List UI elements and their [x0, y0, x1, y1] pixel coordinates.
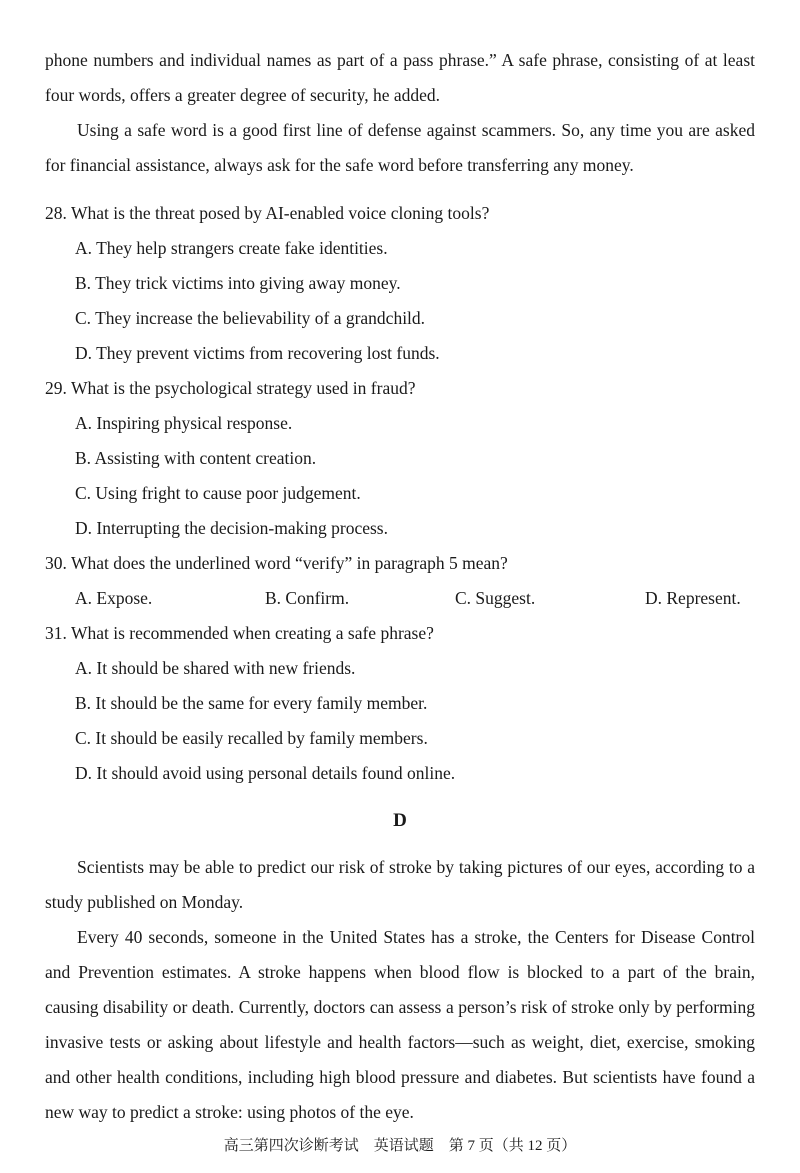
passage-paragraph: Every 40 seconds, someone in the United States has a stroke, the Centers for Disease Control and Prevention estimates. A stroke happens when blood flow is blocked to a part of the brain, causing disability or death. Currently, doctors can assess a person’s risk of stroke only by performing invasive tests or asking about lifestyle and health factors—such as weight, diet, exercise, smoking and other health conditions, including high blood pressure and diabetes. But scientists have found a new way to predict a stroke: using photos of the eye. [45, 927, 755, 1122]
option-c: C. They increase the believability of a grandchild. [75, 308, 426, 328]
question-text: What does the underlined word “verify” in paragraph 5 mean? [70, 553, 508, 573]
option-b: B. They trick victims into giving away money. [75, 273, 401, 293]
question-stem [45, 616, 755, 651]
question-29 [45, 371, 755, 546]
question-stem [45, 546, 755, 581]
question-text: What is the psychological strategy used in fraud? [70, 378, 416, 398]
option-d: D. Represent. [645, 588, 741, 608]
option-c: C. Suggest. [455, 588, 536, 608]
option-b: B. It should be the same for every family member. [75, 693, 428, 713]
passage-voice-scam [45, 43, 755, 183]
question-28 [45, 196, 755, 371]
options-inline-row [75, 581, 755, 616]
question-30 [45, 546, 755, 616]
option-d: D. They prevent victims from recovering lost funds. [75, 343, 440, 363]
passage-stroke [45, 850, 755, 1130]
option-a: A. Inspiring physical response. [75, 413, 293, 433]
question-stem [45, 371, 755, 406]
passage-paragraph: Using a safe word is a good first line of defense against scammers. So, any time you are asked for financial assistance, always ask for the safe word before transferring any money. [45, 120, 755, 175]
option-a: A. They help strangers create fake identities. [75, 238, 388, 258]
option-b: B. Assisting with content creation. [75, 448, 317, 468]
question-stem [45, 196, 755, 231]
question-number: 30. [45, 553, 67, 573]
option-c: C. Using fright to cause poor judgement. [75, 483, 361, 503]
option-c: C. It should be easily recalled by family members. [75, 728, 428, 748]
option-d: D. It should avoid using personal details found online. [75, 763, 456, 783]
question-31 [45, 616, 755, 791]
section-d-header: D [393, 810, 407, 831]
option-d: D. Interrupting the decision-making process. [75, 518, 388, 538]
passage-paragraph: Scientists may be able to predict our risk of stroke by taking pictures of our eyes, according to a study published on Monday. [45, 857, 755, 912]
option-a: A. Expose. [75, 588, 153, 608]
passage-paragraph: phone numbers and individual names as part of a pass phrase.” A safe phrase, consisting of at least four words, offers a greater degree of security, he added. [45, 50, 755, 105]
page-footer: 高三第四次诊断考试 英语试题 第 7 页（共 12 页） [223, 1138, 577, 1154]
question-number: 29. [45, 378, 67, 398]
option-b: B. Confirm. [265, 588, 350, 608]
question-text: What is recommended when creating a safe phrase? [70, 623, 434, 643]
question-number: 31. [45, 623, 67, 643]
option-a: A. It should be shared with new friends. [75, 658, 356, 678]
question-number: 28. [45, 203, 67, 223]
question-text: What is the threat posed by AI-enabled voice cloning tools? [70, 203, 490, 223]
